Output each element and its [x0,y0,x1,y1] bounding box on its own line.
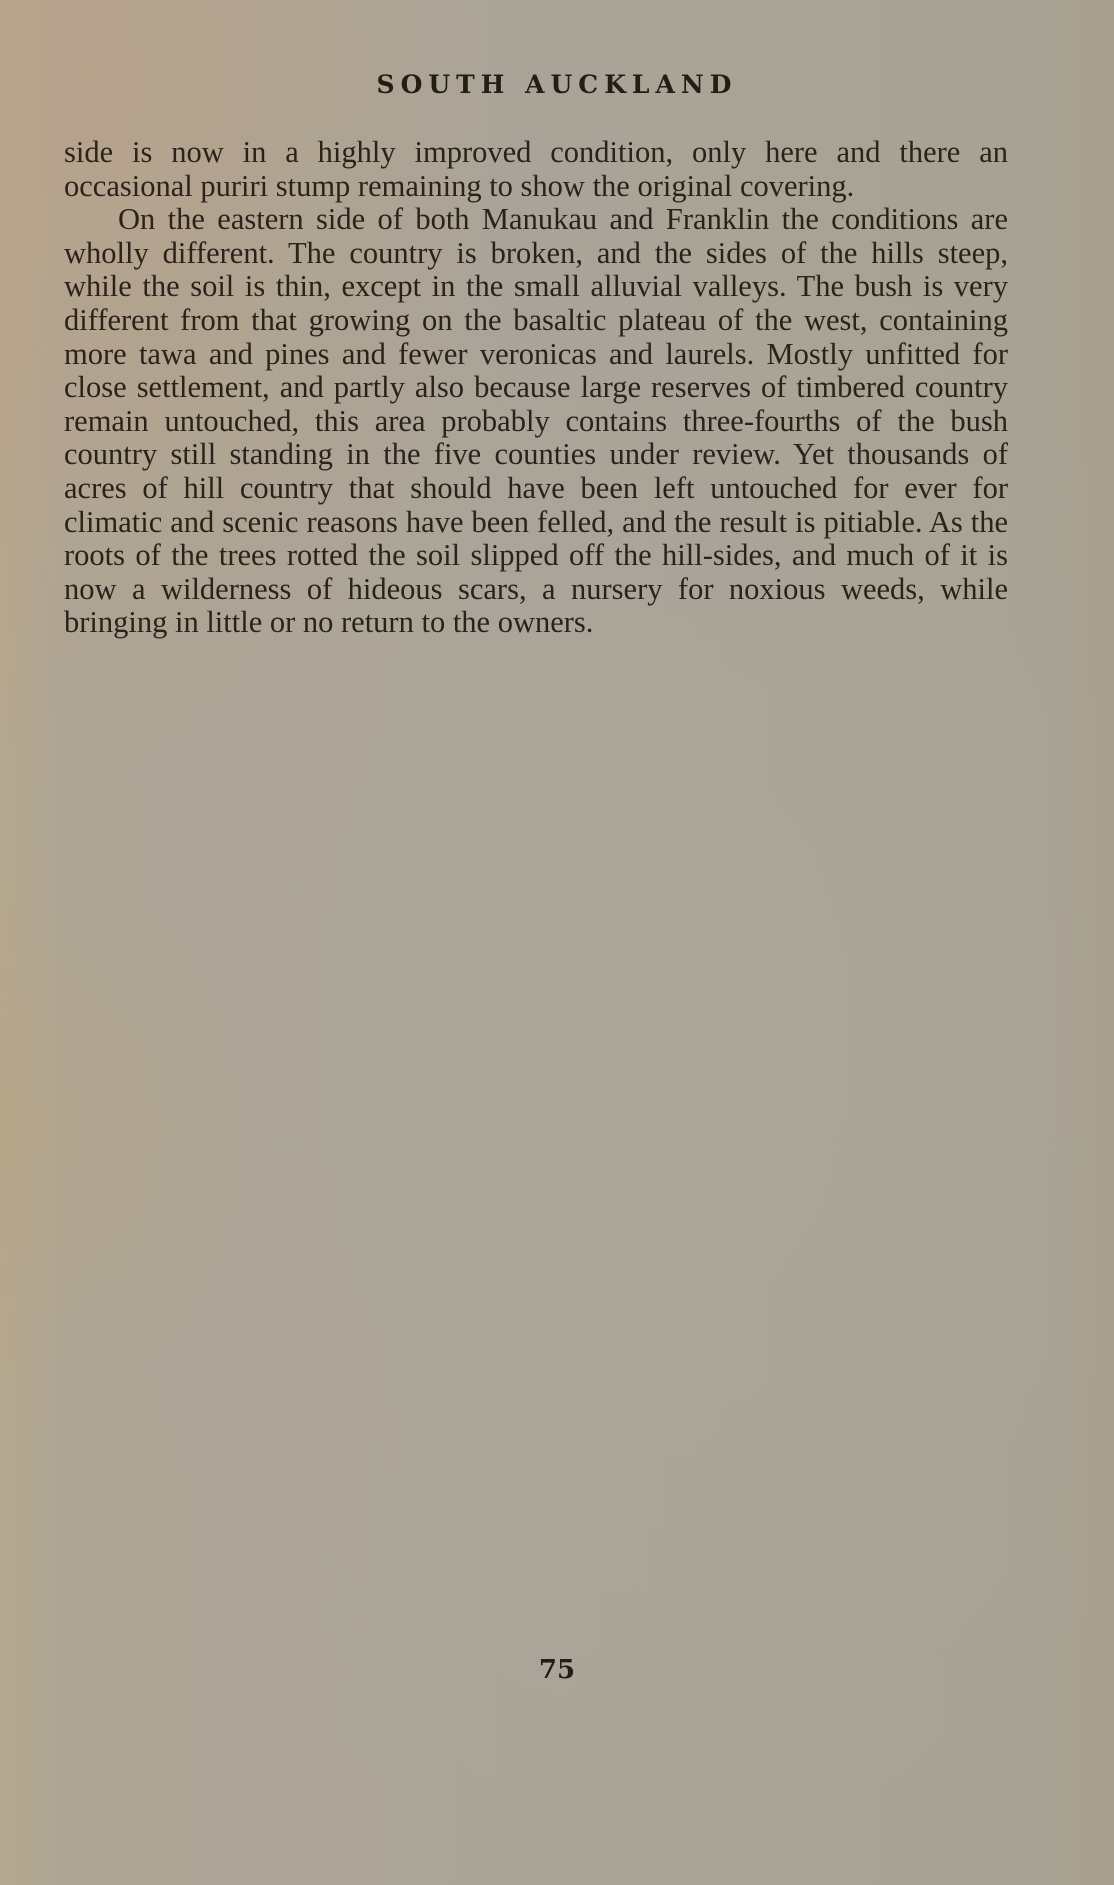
page-number: 75 [538,1655,576,1685]
body-text [64,136,1008,640]
running-head: SOUTH AUCKLAND [376,70,738,99]
paragraph-eastern-side: On the eastern side of both Manukau and Franklin the conditions are wholly different. The country is broken, and the sides of the hills steep, while the soil is thin, except in the small alluvial valleys. The bush is very different from that growing on the basaltic plateau of the west, containing more tawa and pines and fewer veronicas and laurels. Mostly unfitted for close settlement, and partly also because large reserves of timbered country remain untouched, this area probably contains three-fourths of the bush country still standing in the five counties under review. Yet thousands of acres of hill country that should have been left untouched for ever for climatic and scenic reasons have been felled, and the result is pitiable. As the roots of the trees rotted the soil slipped off the hill-sides, and much of it is now a wilderness of hideous scars, a nursery for noxious weeds, while bringing in little or no return to the owners. [64,202,1008,640]
paragraph-continuation: side is now in a highly improved condition, only here and there an occasional puriri stump remaining to show the original covering. [64,135,1008,203]
